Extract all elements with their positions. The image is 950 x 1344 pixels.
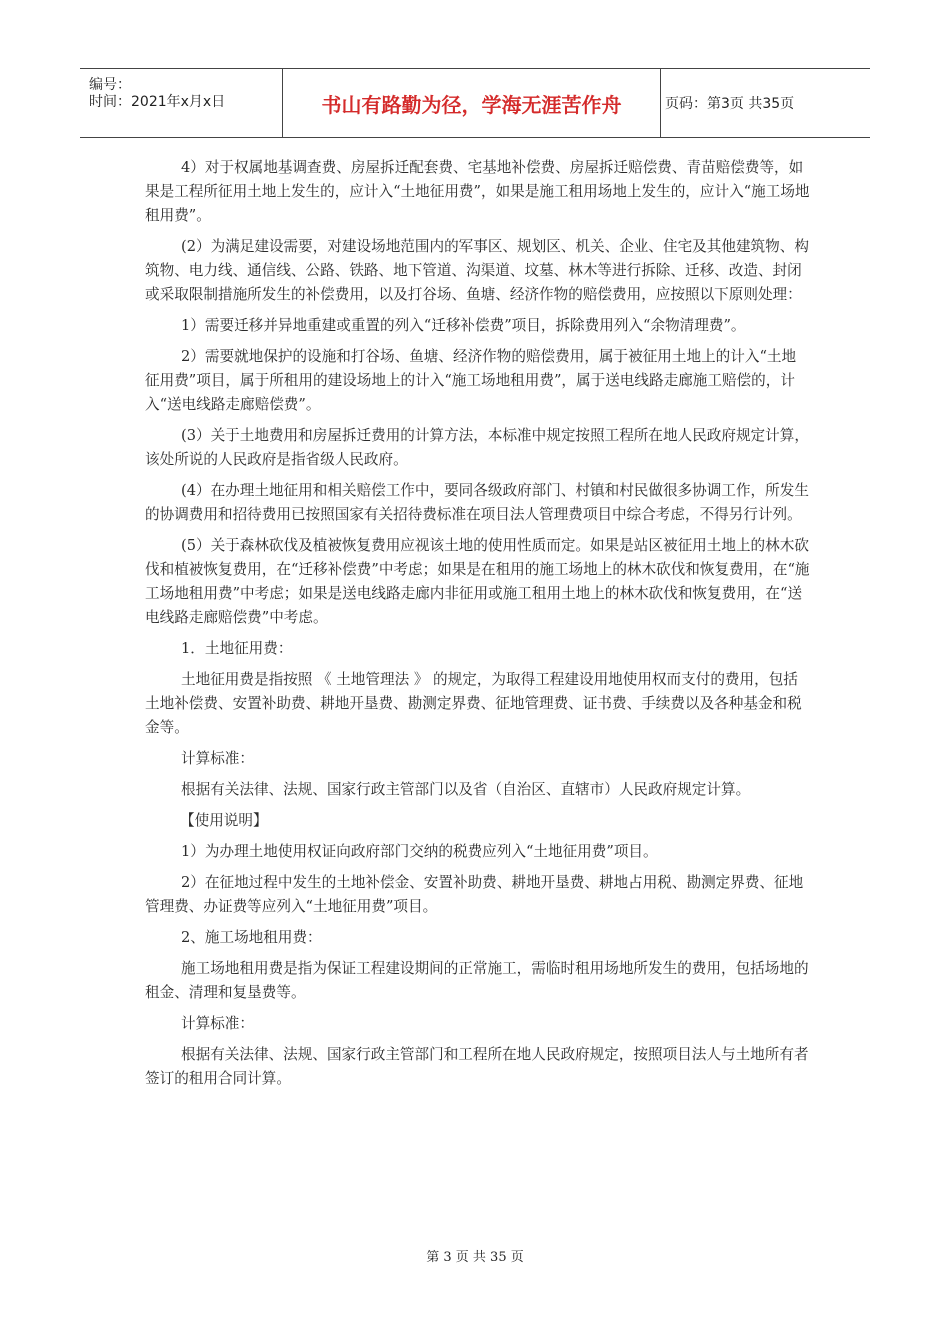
paragraph: (4）在办理土地征用和相关赔偿工作中，要同各级政府部门、村镇和村民做很多协调工作，所发生的协调费用和招待费用已按照国家有关招待费标准在项目法人管理费项目中综合考虑，不得另行计列。 — [145, 482, 809, 523]
header-motto: 书山有路勤为径，学海无涯苦作舟 — [283, 69, 661, 137]
number-label: 编号： — [89, 77, 131, 93]
paragraph: 2）在征地过程中发生的土地补偿金、安置补助费、耕地开垦费、耕地占用税、勘测定界费、征地管理费、办证费等应列入“土地征用费”项目。 — [145, 874, 804, 915]
date-label: 时间：2021年x月x日 — [89, 94, 226, 110]
paragraph: 根据有关法律、法规、国家行政主管部门和工程所在地人民政府规定，按照项目法人与土地所有者签订的租用合同计算。 — [145, 1046, 809, 1087]
paragraph: 1）需要迁移并异地重建或重置的列入“迁移补偿费”项目，拆除费用列入“余物清理费”。 — [181, 317, 746, 334]
page-header — [80, 68, 870, 138]
document-body — [145, 156, 810, 1098]
paragraph: 根据有关法律、法规、国家行政主管部门以及省（自治区、直辖市）人民政府规定计算。 — [181, 781, 751, 798]
paragraph: 1）为办理土地使用权证向政府部门交纳的税费应列入“土地征用费”项目。 — [181, 843, 658, 860]
section-heading: 1．土地征用费： — [181, 640, 293, 657]
section-heading: 2、施工场地租用费： — [181, 929, 322, 946]
paragraph: (3）关于土地费用和房屋拆迁费用的计算方法，本标准中规定按照工程所在地人民政府规定计算，该处所说的人民政府是指省级人民政府。 — [145, 427, 809, 468]
usage-note-heading: 【使用说明】 — [180, 812, 268, 829]
subheading: 计算标准： — [181, 1015, 254, 1032]
header-page-info: 页码：第3页 共35页 — [665, 96, 795, 112]
paragraph: (2）为满足建设需要，对建设场地范围内的军事区、规划区、机关、企业、住宅及其他建筑物、构筑物、电力线、通信线、公路、铁路、地下管道、沟渠道、坟墓、林木等进行拆除、迁移、改造、封闭或采取限制措施所发生的补偿费用，以及打谷场、鱼塘、经济作物的赔偿费用，应按照以下原则处理： — [145, 238, 809, 303]
subheading: 计算标准： — [181, 750, 254, 767]
paragraph: 2）需要就地保护的设施和打谷场、鱼塘、经济作物的赔偿费用，属于被征用土地上的计入“土地征用费”项目，属于所租用的建设场地上的计入“施工场地租用费”，属于送电线路走廊施工赔偿的，计入“送电线路走廊赔偿费”。 — [145, 348, 797, 413]
paragraph: (5）关于森林砍伐及植被恢复费用应视该土地的使用性质而定。如果是站区被征用土地上的林木砍伐和植被恢复费用，在“迁移补偿费”中考虑；如果是在租用的施工场地上的林木砍伐和恢复费用，在“施工场地租用费”中考虑；如果是送电线路走廊内非征用或施工租用土地上的林木砍伐和恢复费用，在“送电线路走廊赔偿费”中考虑。 — [145, 537, 810, 626]
paragraph: 4）对于权属地基调查费、房屋拆迁配套费、宅基地补偿费、房屋拆迁赔偿费、青苗赔偿费等，如果是工程所征用土地上发生的，应计入“土地征用费”，如果是施工租用场地上发生的，应计入“施工场地租用费”。 — [145, 159, 810, 224]
page-footer: 第 3 页 共 35 页 — [426, 1250, 524, 1265]
paragraph: 施工场地租用费是指为保证工程建设期间的正常施工，需临时租用场地所发生的费用，包括场地的租金、清理和复垦费等。 — [145, 960, 809, 1001]
paragraph: 土地征用费是指按照 《 土地管理法 》 的规定，为取得工程建设用地使用权而支付的费用，包括土地补偿费、安置补助费、耕地开垦费、勘测定界费、征地管理费、证书费、手续费以及各种基金和税金等。 — [145, 671, 802, 736]
header-meta — [80, 69, 283, 137]
